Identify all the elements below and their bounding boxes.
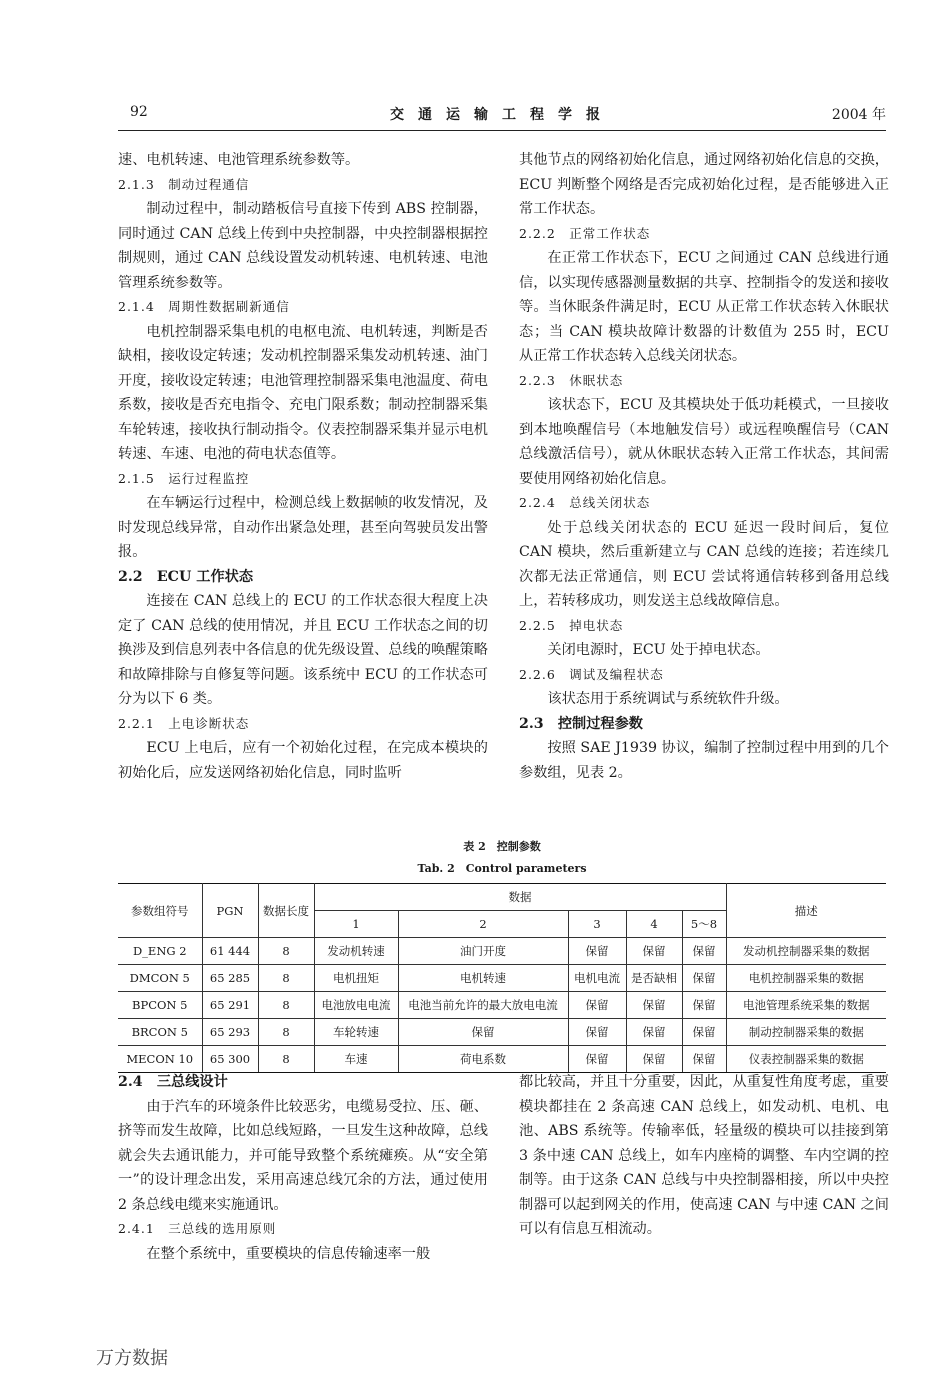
subsection-heading: 2.1.4 周期性数据刷新通信: [118, 299, 290, 314]
cell-data: 保留: [682, 1046, 726, 1073]
header-symbol: 参数组符号: [118, 884, 202, 938]
page-number: 92: [130, 104, 148, 120]
paragraph: 连接在 CAN 总线上的 ECU 的工作状态很大程度上决定了 CAN 总线的使用情况，并且 ECU 工作状态之间的切换涉及到信息列表中各信息的优先级设置、总线的唤醒策略和故障排除与自修复等问题。该系统中 ECU 的工作状态可分为以下 6 类。: [118, 593, 488, 707]
header-data-byte: 2: [398, 911, 568, 938]
right-column-top: [519, 148, 889, 785]
cell-pgn: 65 291: [202, 992, 258, 1019]
cell-data: 电机扭矩: [314, 965, 398, 992]
cell-data: 保留: [682, 938, 726, 965]
paragraph: 制动过程中，制动踏板信号直接下传到 ABS 控制器，同时通过 CAN 总线上传到中央控制器，中央控制器根据控制规则，通过 CAN 总线设置发动机转速、电机转速、电池管理系统参数等。: [118, 201, 488, 291]
cell-data: 车速: [314, 1046, 398, 1073]
cell-desc: 电机控制器采集的数据: [726, 965, 886, 992]
paragraph: 其他节点的网络初始化信息，通过网络初始化信息的交换，ECU 判断整个网络是否完成初始化过程，是否能够进入正常工作状态。: [519, 152, 889, 217]
header-data-byte: 4: [626, 911, 682, 938]
header-desc: 描述: [726, 884, 886, 938]
cell-pgn: 61 444: [202, 938, 258, 965]
cell-data: 保留: [568, 1046, 626, 1073]
paragraph: 在正常工作状态下，ECU 之间通过 CAN 总线进行通信，以实现传感器测量数据的共享、控制指令的发送和接收等。当休眠条件满足时，ECU 从正常工作状态转入休眠状态；当 CAN 模块故障计数器的计数值为 255 时，ECU 从正常工作状态转入总线关闭状态。: [519, 250, 889, 364]
paragraph: 该状态用于系统调试与系统软件升级。: [547, 691, 789, 707]
year: 2004 年: [831, 107, 886, 123]
table-row: [118, 965, 886, 992]
cell-length: 8: [258, 1046, 314, 1073]
subsection-heading: 2.2.4 总线关闭状态: [519, 495, 651, 510]
journal-title: 交通运输工程学报: [390, 107, 614, 123]
paragraph: 在整个系统中，重要模块的信息传输速率一般: [146, 1245, 431, 1262]
cell-data: 荷电系数: [398, 1046, 568, 1073]
left-column-top: [118, 148, 488, 785]
paragraph: 处于总线关闭状态的 ECU 延迟一段时间后，复位 CAN 模块，然后重新建立与 CAN 总线的连接；若连续几次都无法正常通信，则 ECU 尝试将通信转移到备用总线上，若转移成功，则发送主总线故障信息。: [519, 519, 889, 609]
cell-data: 保留: [568, 1019, 626, 1046]
cell-data: 保留: [626, 1046, 682, 1073]
cell-pgn: 65 285: [202, 965, 258, 992]
cell-length: 8: [258, 938, 314, 965]
table-caption-cn: 表 2 控制参数: [463, 840, 541, 853]
cell-pgn: 65 300: [202, 1046, 258, 1073]
cell-desc: 发动机控制器采集的数据: [726, 938, 886, 965]
paragraph: 电机控制器采集电机的电枢电流、电机转速，判断是否缺相，接收设定转速；发动机控制器采集发动机转速、油门开度，接收设定转速；电池管理控制器采集电池温度、荷电系数，接收是否充电指令、充电门限系数；制动控制器采集车轮转速，接收执行制动指令。仪表控制器采集并显示电机转速、车速、电池的荷电状态值等。: [118, 323, 488, 462]
paragraph: 该状态下，ECU 及其模块处于低功耗模式，一旦接收到本地唤醒信号（本地触发信号）或远程唤醒信号（CAN 总线激活信号），就从休眠状态转入正常工作状态，其间需要使用网络初始化信息。: [519, 397, 889, 487]
cell-data: 保留: [568, 938, 626, 965]
header-data: 数据: [314, 884, 726, 911]
subsection-heading: 2.1.5 运行过程监控: [118, 470, 250, 486]
control-parameters-table: [118, 883, 886, 1073]
header-data-byte: 1: [314, 911, 398, 938]
paragraph: 由于汽车的环境条件比较恶劣，电缆易受拉、压、砸、挤等而发生故障，比如总线短路，一旦发生这种故障，总线就会失去通讯能力，并可能导致整个系统瘫痪。从“安全第一”的设计理念出发，采用高速总线冗余的方法，通过使用 2 条总线电缆来实施通讯。: [118, 1098, 488, 1213]
subsection-heading: 2.4.1 三总线的选用原则: [118, 1221, 277, 1236]
cell-pgn: 65 293: [202, 1019, 258, 1046]
cell-data: 保留: [626, 1019, 682, 1046]
watermark: 万方数据: [96, 1348, 168, 1369]
section-heading: 2.4 三总线设计: [118, 1074, 228, 1090]
header-rule: [118, 130, 886, 131]
header-data-byte: 3: [568, 911, 626, 938]
cell-data: 保留: [682, 992, 726, 1019]
subsection-heading: 2.1.3 制动过程通信: [118, 176, 250, 192]
table-row: [118, 938, 886, 965]
header-pgn: PGN: [202, 884, 258, 938]
cell-data: 车轮转速: [314, 1019, 398, 1046]
table-row: [118, 1019, 886, 1046]
section-heading: 2.3 控制过程参数: [519, 715, 643, 732]
subsection-heading: 2.2.2 正常工作状态: [519, 225, 651, 241]
cell-data: 保留: [568, 992, 626, 1019]
cell-data: 油门开度: [398, 938, 568, 965]
cell-data: 电池当前允许的最大放电电流: [398, 992, 568, 1019]
cell-data: 是否缺相: [626, 965, 682, 992]
cell-data: 电机电流: [568, 965, 626, 992]
left-column-bottom: [118, 1070, 488, 1266]
header-data-byte: 5～8: [682, 911, 726, 938]
paragraph: 按照 SAE J1939 协议，编制了控制过程中用到的几个参数组，见表 2。: [519, 740, 889, 781]
cell-length: 8: [258, 1019, 314, 1046]
cell-symbol: BRCON 5: [118, 1019, 202, 1046]
header-length: 数据长度: [258, 884, 314, 938]
cell-data: 保留: [398, 1019, 568, 1046]
subsection-heading: 2.2.6 调试及编程状态: [519, 666, 664, 682]
cell-symbol: D_ENG 2: [118, 938, 202, 965]
cell-desc: 制动控制器采集的数据: [726, 1019, 886, 1046]
table-row: [118, 992, 886, 1019]
subsection-heading: 2.2.3 休眠状态: [519, 372, 624, 388]
cell-symbol: DMCON 5: [118, 965, 202, 992]
paragraph: 关闭电源时，ECU 处于掉电状态。: [547, 642, 770, 658]
table-row: [118, 1046, 886, 1073]
cell-desc: 电池管理系统采集的数据: [726, 992, 886, 1019]
cell-data: 保留: [626, 992, 682, 1019]
section-heading: 2.2 ECU 工作状态: [118, 568, 254, 585]
paragraph: 速、电机转速、电池管理系统参数等。: [118, 152, 360, 168]
subsection-heading: 2.2.5 掉电状态: [519, 617, 624, 633]
cell-symbol: MECON 10: [118, 1046, 202, 1073]
cell-data: 电池放电电流: [314, 992, 398, 1019]
cell-symbol: BPCON 5: [118, 992, 202, 1019]
cell-data: 保留: [682, 965, 726, 992]
subsection-heading: 2.2.1 上电诊断状态: [118, 715, 250, 731]
cell-length: 8: [258, 992, 314, 1019]
cell-data: 发动机转速: [314, 938, 398, 965]
cell-length: 8: [258, 965, 314, 992]
table-caption-en: Tab. 2 Control parameters: [417, 862, 587, 875]
cell-data: 保留: [682, 1019, 726, 1046]
paragraph: ECU 上电后，应有一个初始化过程，在完成本模块的初始化后，应发送网络初始化信息，同时监听: [118, 740, 488, 781]
paragraph: 都比较高，并且十分重要，因此，从重复性角度考虑，重要模块都挂在 2 条高速 CAN 总线上，如发动机、电机、电池、ABS 系统等。传输率低，轻量级的模块可以挂接到第 3 条中速 CAN 总线上，如车内座椅的调整、车内空调的控制等。由于这条 CAN 总线与中央控制器相接，所以中央控制器可以起到网关的作用，使高速 CAN 与中速 CAN 之间可以有信息互相流动。: [519, 1074, 889, 1237]
running-header: [118, 104, 886, 130]
cell-data: 保留: [626, 938, 682, 965]
paragraph: 在车辆运行过程中，检测总线上数据帧的收发情况，及时发现总线异常，自动作出紧急处理，甚至向驾驶员发出警报。: [118, 495, 488, 560]
cell-data: 电机转速: [398, 965, 568, 992]
right-column-bottom: [519, 1070, 889, 1242]
cell-desc: 仪表控制器采集的数据: [726, 1046, 886, 1073]
